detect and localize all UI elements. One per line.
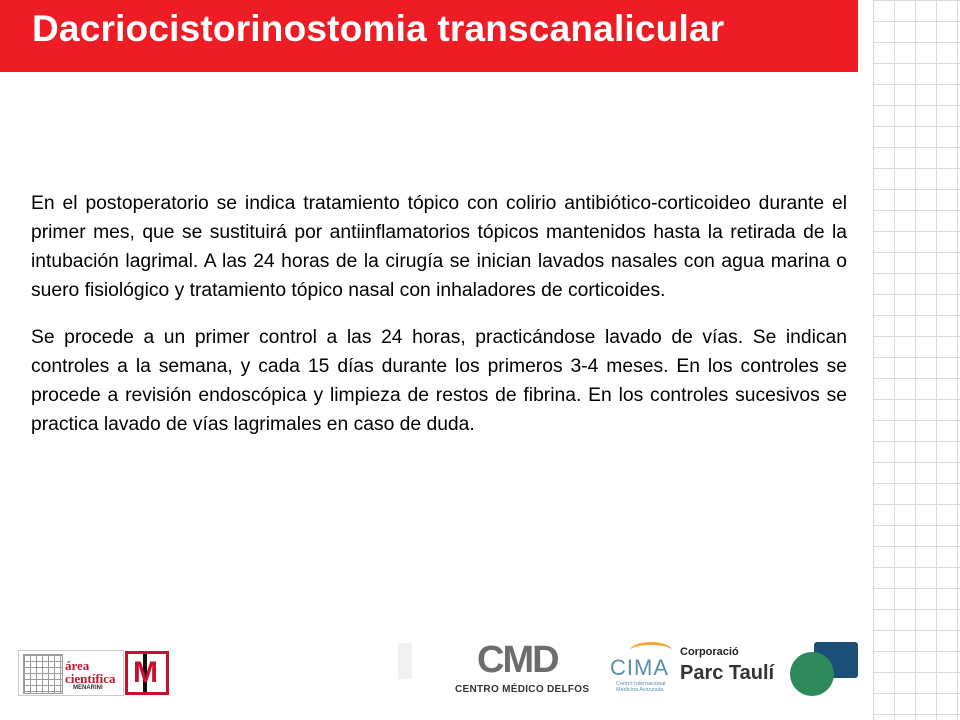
area-cientifica-logo xyxy=(18,650,124,696)
paragraph-postoperative: En el postoperatorio se indica tratamiento tópico con colirio antibiótico-corticoideo durante el primer mes, que se sustituirá por antiinflamatorios tópicos mantenidos hasta la retirada de la intubación lagrimal. A las 24 horas de la cirugía se inician lavados nasales con agua marina o suero fisiológico y tratamiento tópico nasal con inhaladores de corticoides. xyxy=(31,193,847,301)
background-grid xyxy=(873,0,960,720)
cmd-name: CENTRO MÉDICO DELFOS xyxy=(455,684,590,695)
cima-logo xyxy=(610,640,676,698)
paragraph-controls: Se procede a un primer control a las 24 horas, practicándose lavado de vías. Se indican controles a la semana, y cada 15 días durante los primeros 3-4 meses. En los controles se procede a revisión endoscópica y limpieza de restos de fibrina. En los controles sucesivos se practica lavado de vías lagrimales en caso de duda. xyxy=(31,327,847,435)
cima-mark: CIMA xyxy=(610,655,669,680)
circle-icon xyxy=(790,652,834,696)
title-bar xyxy=(0,0,858,72)
m-icon: M xyxy=(133,656,158,689)
divider xyxy=(398,643,412,679)
centro-medico-delfos-logo xyxy=(455,640,595,698)
logo-text-area: área xyxy=(65,658,90,673)
menarini-m-logo xyxy=(125,651,169,695)
cmd-mark: CMD xyxy=(477,639,558,681)
logo-text-cientifica: científica xyxy=(65,671,116,686)
logo-text-menarini: MENARINI xyxy=(73,685,103,691)
grid-icon xyxy=(23,654,63,694)
cima-line1: Centro Internacional xyxy=(616,681,666,687)
parc-line2: Parc Taulí xyxy=(680,662,775,684)
parc-tauli-logo xyxy=(680,640,860,698)
slide-title: Dacriocistorinostomia transcanalicular xyxy=(32,8,725,49)
slide-body xyxy=(31,189,847,457)
cima-subtitle xyxy=(616,681,666,693)
parc-line1: Corporació xyxy=(680,646,739,658)
cima-line2: Medicina Avanzada xyxy=(616,687,664,693)
